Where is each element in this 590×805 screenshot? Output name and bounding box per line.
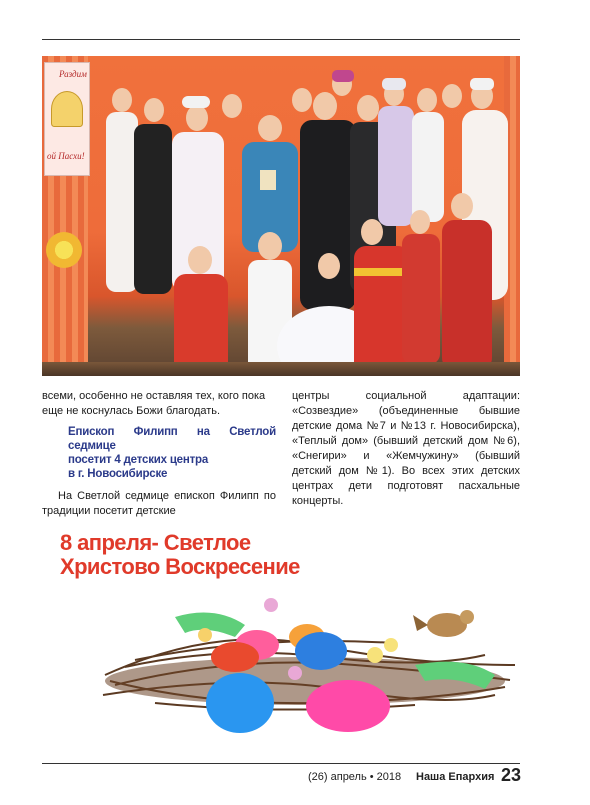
- bird-tail: [413, 615, 428, 631]
- easter-title: [60, 531, 320, 579]
- top-rule: [42, 39, 520, 40]
- headline-line: в г. Новосибирске: [68, 468, 168, 480]
- stage-floor: [42, 362, 520, 376]
- person-head: [186, 105, 208, 131]
- people-group: [42, 56, 520, 376]
- person-head: [258, 232, 282, 260]
- card: [260, 170, 276, 190]
- poster-bottom-text: ой Пасхи!: [47, 151, 85, 161]
- person-head: [451, 193, 473, 219]
- kokoshnik: [182, 96, 210, 108]
- person-body: [106, 112, 138, 292]
- person-head: [361, 219, 383, 245]
- person-head: [112, 88, 132, 112]
- kokoshnik: [382, 78, 406, 90]
- sarafan-trim: [354, 268, 410, 276]
- flower-icon: [288, 666, 302, 680]
- easter-egg: [211, 642, 259, 672]
- intro-paragraph: всеми, особенно не оставляя тех, кого пока еще не коснулась Божи благодать.: [42, 390, 266, 417]
- person-head: [292, 88, 312, 112]
- person-head: [188, 246, 212, 274]
- easter-title-line: 8 апреля- Светлое: [60, 530, 251, 555]
- person-head: [442, 84, 462, 108]
- flower-icon: [198, 628, 212, 642]
- publication-name: Наша Епархия: [416, 771, 495, 783]
- easter-egg: [306, 680, 390, 732]
- red-shirt: [402, 234, 440, 364]
- sarafan: [354, 246, 410, 374]
- flower-icon: [384, 638, 398, 652]
- bishop-robe: [300, 120, 356, 310]
- article-headline: [68, 425, 276, 481]
- sarafan: [442, 220, 492, 370]
- person-head: [357, 95, 379, 121]
- person-body: [134, 124, 172, 294]
- body-paragraph-left: На Светлой седмице епископ Филипп по традиции посетит детские: [42, 490, 276, 517]
- person-head: [410, 210, 430, 234]
- easter-title-line: Христово Воскресение: [60, 554, 300, 579]
- person-head: [144, 98, 164, 122]
- group-photo: [42, 56, 520, 376]
- poster-top-text: Раздим: [59, 69, 87, 79]
- right-column: [292, 389, 520, 509]
- issue-info: (26) апрель • 2018: [308, 771, 402, 783]
- left-column: [42, 389, 276, 519]
- kokoshnik: [332, 70, 354, 82]
- headline-line: посетит 4 детских центра: [68, 454, 209, 466]
- page-number: 23: [501, 765, 522, 785]
- person-head: [417, 88, 437, 112]
- flower-icon: [367, 647, 383, 663]
- bird-head: [460, 610, 474, 624]
- person-head: [313, 92, 337, 120]
- easter-egg: [206, 673, 274, 733]
- person-head: [258, 115, 282, 141]
- page-footer: [300, 765, 522, 788]
- body-paragraph-right: центры социальной адаптации: «Созвездие» (объединенные бывшие детские дома №7 и №13 г. Новосибирска), «Теплый дом» (бывший детский дом №6), «Снегири» и «Жемчужину» (бывший детский дом №1). Во всех этих детских центрах дети подготовят пасхальные концерты.: [292, 390, 520, 507]
- bottom-rule: [42, 763, 520, 764]
- easter-nest-illustration: [95, 585, 520, 737]
- flower-icon: [264, 598, 278, 612]
- person-head: [222, 94, 242, 118]
- headline-line: Епископ Филипп на Светлой седмице: [68, 426, 276, 452]
- kokoshnik: [470, 78, 494, 90]
- person-head: [318, 253, 340, 279]
- red-shirt: [174, 274, 228, 374]
- person-body: [378, 106, 414, 226]
- person-body: [412, 112, 444, 222]
- easter-egg: [295, 632, 347, 670]
